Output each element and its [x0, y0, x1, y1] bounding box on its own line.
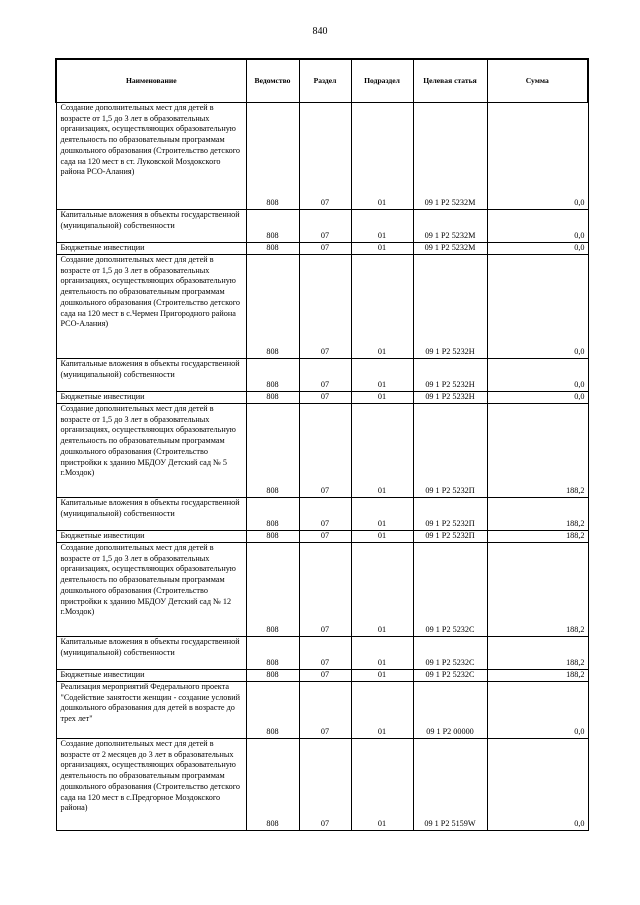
page-number: 840 — [312, 26, 328, 37]
cell-sum: 188,2 — [487, 404, 588, 498]
cell-razdel: 07 — [299, 543, 351, 637]
cell-podrazdel: 01 — [351, 670, 413, 682]
cell-ved: 808 — [246, 255, 299, 359]
cell-sum: 0,0 — [487, 210, 588, 243]
cell-razdel: 07 — [299, 670, 351, 682]
budget-table — [55, 58, 589, 831]
cell-cel: 09 1 P2 5232Н — [413, 359, 487, 392]
cell-sum: 0,0 — [487, 359, 588, 392]
cell-cel: 09 1 P2 5232Н — [413, 255, 487, 359]
table-row — [56, 103, 588, 210]
table-row — [56, 210, 588, 243]
table-row — [56, 637, 588, 670]
cell-podrazdel: 01 — [351, 103, 413, 210]
cell-name: Капитальные вложения в объекты государственной (муниципальной) собственности — [56, 359, 246, 392]
header-cel: Целевая статья — [413, 59, 487, 103]
table-row — [56, 498, 588, 531]
cell-sum: 188,2 — [487, 543, 588, 637]
cell-cel: 09 1 P2 5232П — [413, 531, 487, 543]
table-header-row — [56, 59, 588, 103]
cell-razdel: 07 — [299, 531, 351, 543]
cell-name: Создание дополнительных мест для детей в возрасте от 1,5 до 3 лет в образовательных организациях, осуществляющих образовательную деятельность по образовательным программам дошкольного образования (Строительство пристройки к зданию МБДОУ Детский сад № 5 г.Моздок) — [56, 404, 246, 498]
cell-name: Создание дополнительных мест для детей в возрасте от 1,5 до 3 лет в образовательных организациях, осуществляющих образовательную деятельность по образовательным программам дошкольного образования (Строительство детского сада на 120 мест в ст. Луковской Моздокского района РСО-Алания) — [56, 103, 246, 210]
table-row — [56, 359, 588, 392]
cell-razdel: 07 — [299, 404, 351, 498]
cell-name: Реализация мероприятий Федерального проекта "Содействие занятости женщин - создание условий дошкольного образования для детей в возрасте до трех лет" — [56, 682, 246, 739]
cell-cel: 09 1 P2 5232П — [413, 498, 487, 531]
cell-cel: 09 1 P2 5159W — [413, 739, 487, 831]
table-row — [56, 404, 588, 498]
cell-name: Бюджетные инвестиции — [56, 670, 246, 682]
table-row — [56, 255, 588, 359]
cell-ved: 808 — [246, 543, 299, 637]
cell-sum: 188,2 — [487, 498, 588, 531]
cell-sum: 0,0 — [487, 392, 588, 404]
cell-ved: 808 — [246, 210, 299, 243]
cell-razdel: 07 — [299, 359, 351, 392]
cell-podrazdel: 01 — [351, 243, 413, 255]
cell-razdel: 07 — [299, 243, 351, 255]
cell-cel: 09 1 P2 5232Н — [413, 392, 487, 404]
cell-sum: 0,0 — [487, 255, 588, 359]
cell-ved: 808 — [246, 498, 299, 531]
cell-cel: 09 1 P2 5232П — [413, 404, 487, 498]
cell-ved: 808 — [246, 682, 299, 739]
cell-podrazdel: 01 — [351, 682, 413, 739]
cell-sum: 0,0 — [487, 739, 588, 831]
cell-razdel: 07 — [299, 392, 351, 404]
cell-cel: 09 1 P2 5232M — [413, 243, 487, 255]
cell-razdel: 07 — [299, 637, 351, 670]
header-podrazdel: Подраздел — [351, 59, 413, 103]
header-razdel: Раздел — [299, 59, 351, 103]
cell-podrazdel: 01 — [351, 255, 413, 359]
cell-ved: 808 — [246, 243, 299, 255]
cell-razdel: 07 — [299, 682, 351, 739]
cell-ved: 808 — [246, 531, 299, 543]
table-row — [56, 670, 588, 682]
cell-podrazdel: 01 — [351, 359, 413, 392]
cell-sum: 188,2 — [487, 670, 588, 682]
cell-name: Бюджетные инвестиции — [56, 243, 246, 255]
table-row — [56, 531, 588, 543]
cell-name: Создание дополнительных мест для детей в возрасте от 2 месяцев до 3 лет в образовательных организациях, осуществляющих образовательную деятельность по образовательным программам дошкольного образования (Строительство детского сада на 120 мест в с.Предгорное Моздокского района) — [56, 739, 246, 831]
cell-ved: 808 — [246, 637, 299, 670]
header-name: Наименование — [56, 59, 246, 103]
cell-cel: 09 1 P2 5232С — [413, 670, 487, 682]
cell-cel: 09 1 P2 5232С — [413, 637, 487, 670]
cell-cel: 09 1 P2 5232С — [413, 543, 487, 637]
cell-name: Бюджетные инвестиции — [56, 531, 246, 543]
table-row — [56, 243, 588, 255]
cell-razdel: 07 — [299, 498, 351, 531]
cell-ved: 808 — [246, 103, 299, 210]
cell-podrazdel: 01 — [351, 543, 413, 637]
cell-podrazdel: 01 — [351, 210, 413, 243]
cell-name: Бюджетные инвестиции — [56, 392, 246, 404]
cell-podrazdel: 01 — [351, 531, 413, 543]
cell-ved: 808 — [246, 359, 299, 392]
cell-sum: 0,0 — [487, 103, 588, 210]
cell-razdel: 07 — [299, 210, 351, 243]
cell-cel: 09 1 P2 5232M — [413, 103, 487, 210]
cell-podrazdel: 01 — [351, 392, 413, 404]
cell-podrazdel: 01 — [351, 637, 413, 670]
cell-name: Капитальные вложения в объекты государственной (муниципальной) собственности — [56, 210, 246, 243]
cell-sum: 0,0 — [487, 682, 588, 739]
cell-name: Создание дополнительных мест для детей в возрасте от 1,5 до 3 лет в образовательных организациях, осуществляющих образовательную деятельность по образовательным программам дошкольного образования (Строительство пристройки к зданию МБДОУ Детский сад № 12 г.Моздок) — [56, 543, 246, 637]
cell-ved: 808 — [246, 670, 299, 682]
cell-name: Капитальные вложения в объекты государственной (муниципальной) собственности — [56, 498, 246, 531]
cell-razdel: 07 — [299, 103, 351, 210]
table-row — [56, 392, 588, 404]
table-row — [56, 739, 588, 831]
cell-ved: 808 — [246, 392, 299, 404]
cell-podrazdel: 01 — [351, 498, 413, 531]
cell-sum: 188,2 — [487, 531, 588, 543]
cell-name: Создание дополнительных мест для детей в возрасте от 1,5 до 3 лет в образовательных организациях, осуществляющих образовательную деятельность по образовательным программам дошкольного образования (Строительство детского сада на 120 мест в с.Чермен Пригородного района РСО-Алания) — [56, 255, 246, 359]
cell-sum: 0,0 — [487, 243, 588, 255]
header-ved: Ведомство — [246, 59, 299, 103]
cell-ved: 808 — [246, 404, 299, 498]
header-sum: Сумма — [487, 59, 588, 103]
table-row — [56, 543, 588, 637]
cell-ved: 808 — [246, 739, 299, 831]
cell-podrazdel: 01 — [351, 739, 413, 831]
cell-cel: 09 1 P2 00000 — [413, 682, 487, 739]
table-row — [56, 682, 588, 739]
cell-sum: 188,2 — [487, 637, 588, 670]
cell-podrazdel: 01 — [351, 404, 413, 498]
cell-name: Капитальные вложения в объекты государственной (муниципальной) собственности — [56, 637, 246, 670]
cell-cel: 09 1 P2 5232M — [413, 210, 487, 243]
cell-razdel: 07 — [299, 255, 351, 359]
cell-razdel: 07 — [299, 739, 351, 831]
